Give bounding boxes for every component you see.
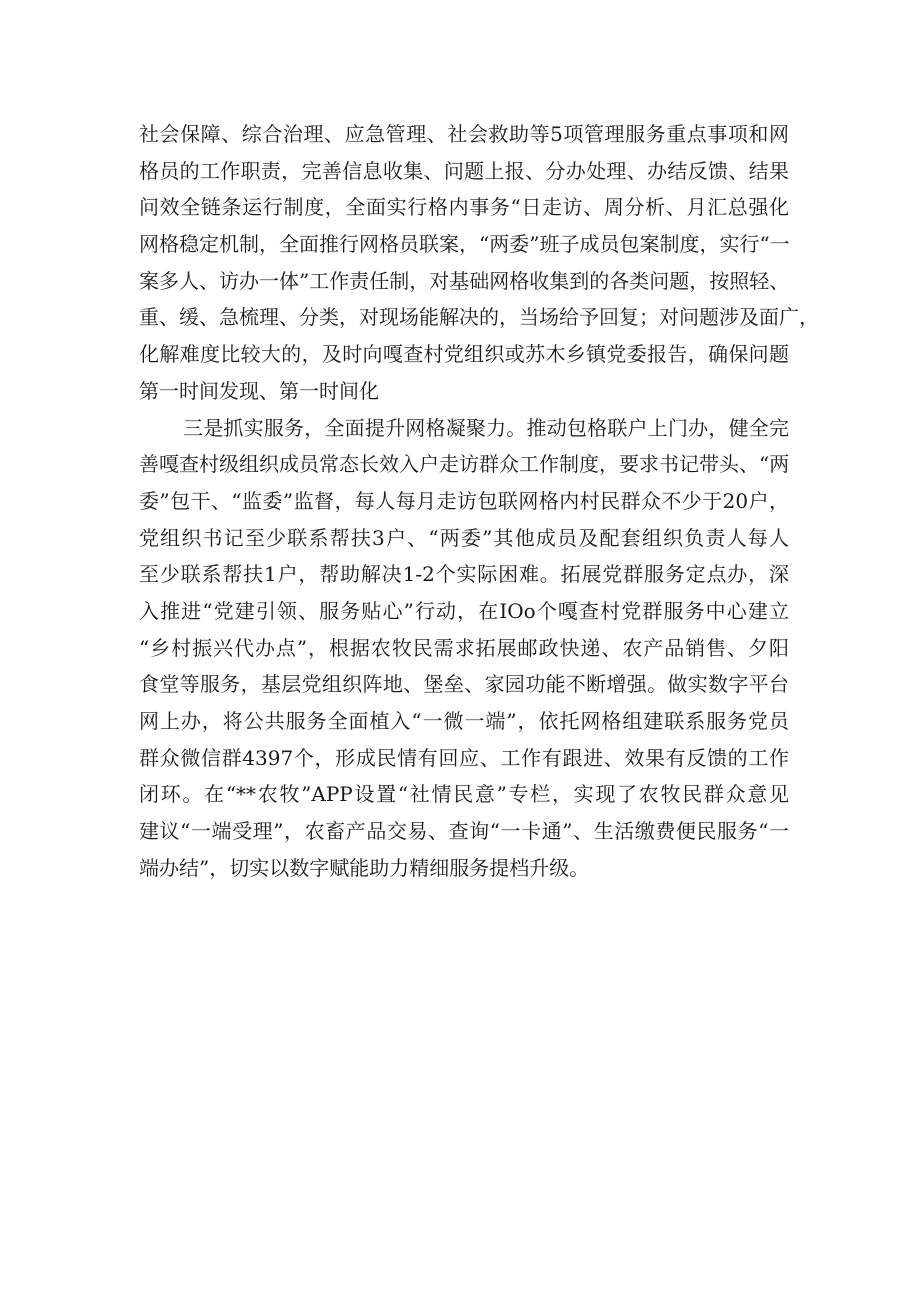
text-line: 网上办，将公共服务全面植入“一微一端”，依托网格组建联系服务党员 bbox=[139, 709, 789, 733]
text-line: 三是抓实服务，全面提升网格凝聚力。推动包格联户上门办，健全完 bbox=[183, 415, 789, 440]
text-line: 善嘎查村级组织成员常态长效入户走访群众工作制度，要求书记带头、“两 bbox=[139, 452, 790, 477]
text-line: 端办结”，切实以数字赋能助力精细服务提档升级。 bbox=[139, 855, 590, 880]
text-line: 群众微信群4397个，形成民情有回应、工作有跟进、效果有反馈的工作 bbox=[139, 745, 789, 770]
text-line: 至少联系帮扶1户，帮助解决1-2个实际困难。拓展党群服务定点办，深 bbox=[139, 562, 789, 587]
text-line: 问效全链条运行制度，全面实行格内事务“日走访、周分析、月汇总强化 bbox=[139, 195, 789, 220]
body-text bbox=[139, 116, 819, 886]
text-line: 闭环。在“**农牧”APP设置“社情民意”专栏，实现了农牧民群众意见 bbox=[139, 782, 789, 807]
text-line: “乡村振兴代办点”，根据农牧民需求拓展邮政快递、农产品销售、夕阳 bbox=[139, 635, 789, 660]
paragraph-grid-management bbox=[139, 116, 819, 410]
text-line: 党组织书记至少联系帮扶3户、“两委”其他成员及配套组织负责人每人 bbox=[139, 525, 789, 550]
text-line: 案多人、访办一体”工作责任制，对基础网格收集到的各类问题，按照轻、 bbox=[139, 268, 790, 293]
text-line: 食堂等服务，基层党组织阵地、堡垒、家园功能不断增强。做实数字平台 bbox=[139, 672, 789, 697]
text-line: 第一时间发现、第一时间化 bbox=[139, 378, 379, 403]
text-line: 网格稳定机制，全面推行网格员联案，“两委”班子成员包案制度，实行“一 bbox=[139, 232, 790, 257]
text-line: 委”包干、“监委”监督，每人每月走访包联网格内村民群众不少于20户， bbox=[139, 488, 789, 513]
text-line: 化解难度比较大的，及时向嘎查村党组织或苏木乡镇党委报告，确保问题 bbox=[139, 342, 789, 367]
paragraph-service bbox=[139, 410, 789, 887]
text-line: 入推进“党建引领、服务贴心”行动，在IOo个嘎查村党群服务中心建立 bbox=[139, 598, 789, 623]
text-line: 格员的工作职责，完善信息收集、问题上报、分办处理、办结反馈、结果 bbox=[139, 158, 789, 183]
text-line: 重、缓、急梳理、分类，对现场能解决的，当场给予回复；对问题涉及面广， bbox=[139, 305, 819, 330]
text-line: 社会保障、综合治理、应急管理、社会救助等5项管理服务重点事项和网 bbox=[139, 122, 789, 146]
text-line: 建议“一端受理”，农畜产品交易、查询“一卡通”、生活缴费便民服务“一 bbox=[139, 819, 789, 844]
